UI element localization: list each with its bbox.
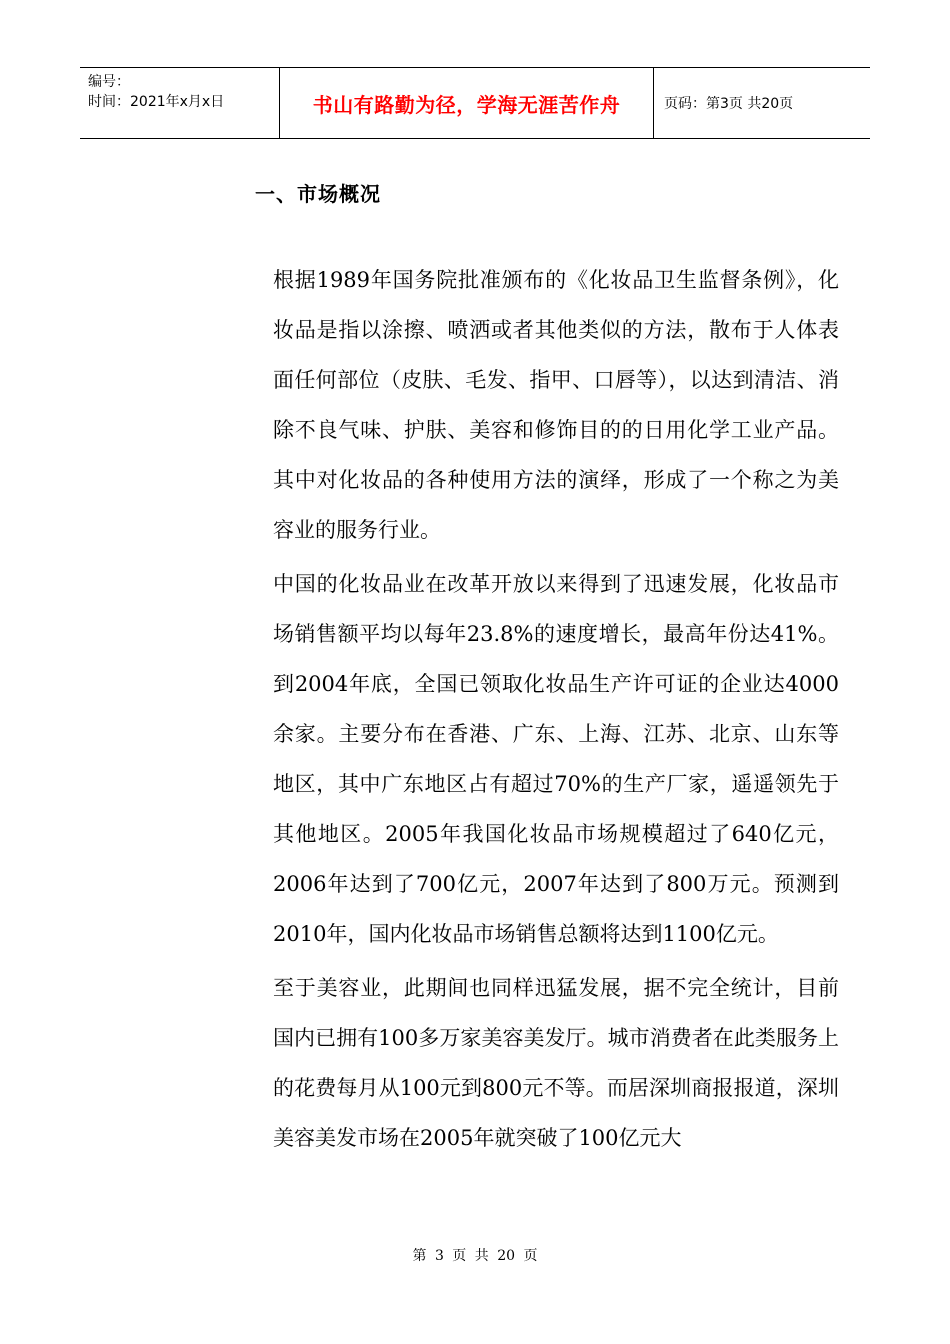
page-footer: 第 3 页 共 20 页 <box>412 1248 538 1264</box>
body-text <box>273 255 839 1167</box>
section-heading: 一、市场概况 <box>255 182 381 206</box>
header-motto: 书山有路勤为径，学海无涯苦作舟 <box>280 68 654 138</box>
document-date: 时间：2021年x月x日 <box>88 94 225 110</box>
document-number-label: 编号： <box>88 74 130 90</box>
header-meta <box>80 68 280 138</box>
header-page-code: 页码：第3页 共20页 <box>664 96 794 112</box>
paragraph: 中国的化妆品业在改革开放以来得到了迅速发展，化妆品市场销售额平均以每年23.8%的速度增长，最高年份达41%。到2004年底，全国已领取化妆品生产许可证的企业达4000余家。主要分布在香港、广东、上海、江苏、北京、山东等地区，其中广东地区占有超过70%的生产厂家，遥遥领先于其他地区。2005年我国化妆品市场规模超过了640亿元，2006年达到了700亿元，2007年达到了800万元。预测到2010年，国内化妆品市场销售总额将达到1100亿元。 <box>273 572 839 946</box>
paragraph: 至于美容业，此期间也同样迅猛发展，据不完全统计，目前国内已拥有100多万家美容美发厅。城市消费者在此类服务上的花费每月从100元到800元不等。而居深圳商报报道，深圳美容美发市场在2005年就突破了100亿元大 <box>273 976 839 1150</box>
document-header <box>80 67 870 139</box>
paragraph: 根据1989年国务院批准颁布的《化妆品卫生监督条例》，化妆品是指以涂擦、喷洒或者其他类似的方法，散布于人体表面任何部位（皮肤、毛发、指甲、口唇等），以达到清洁、消除不良气味、护肤、美容和修饰目的的日用化学工业产品。其中对化妆品的各种使用方法的演绎，形成了一个称之为美容业的服务行业。 <box>273 268 839 542</box>
